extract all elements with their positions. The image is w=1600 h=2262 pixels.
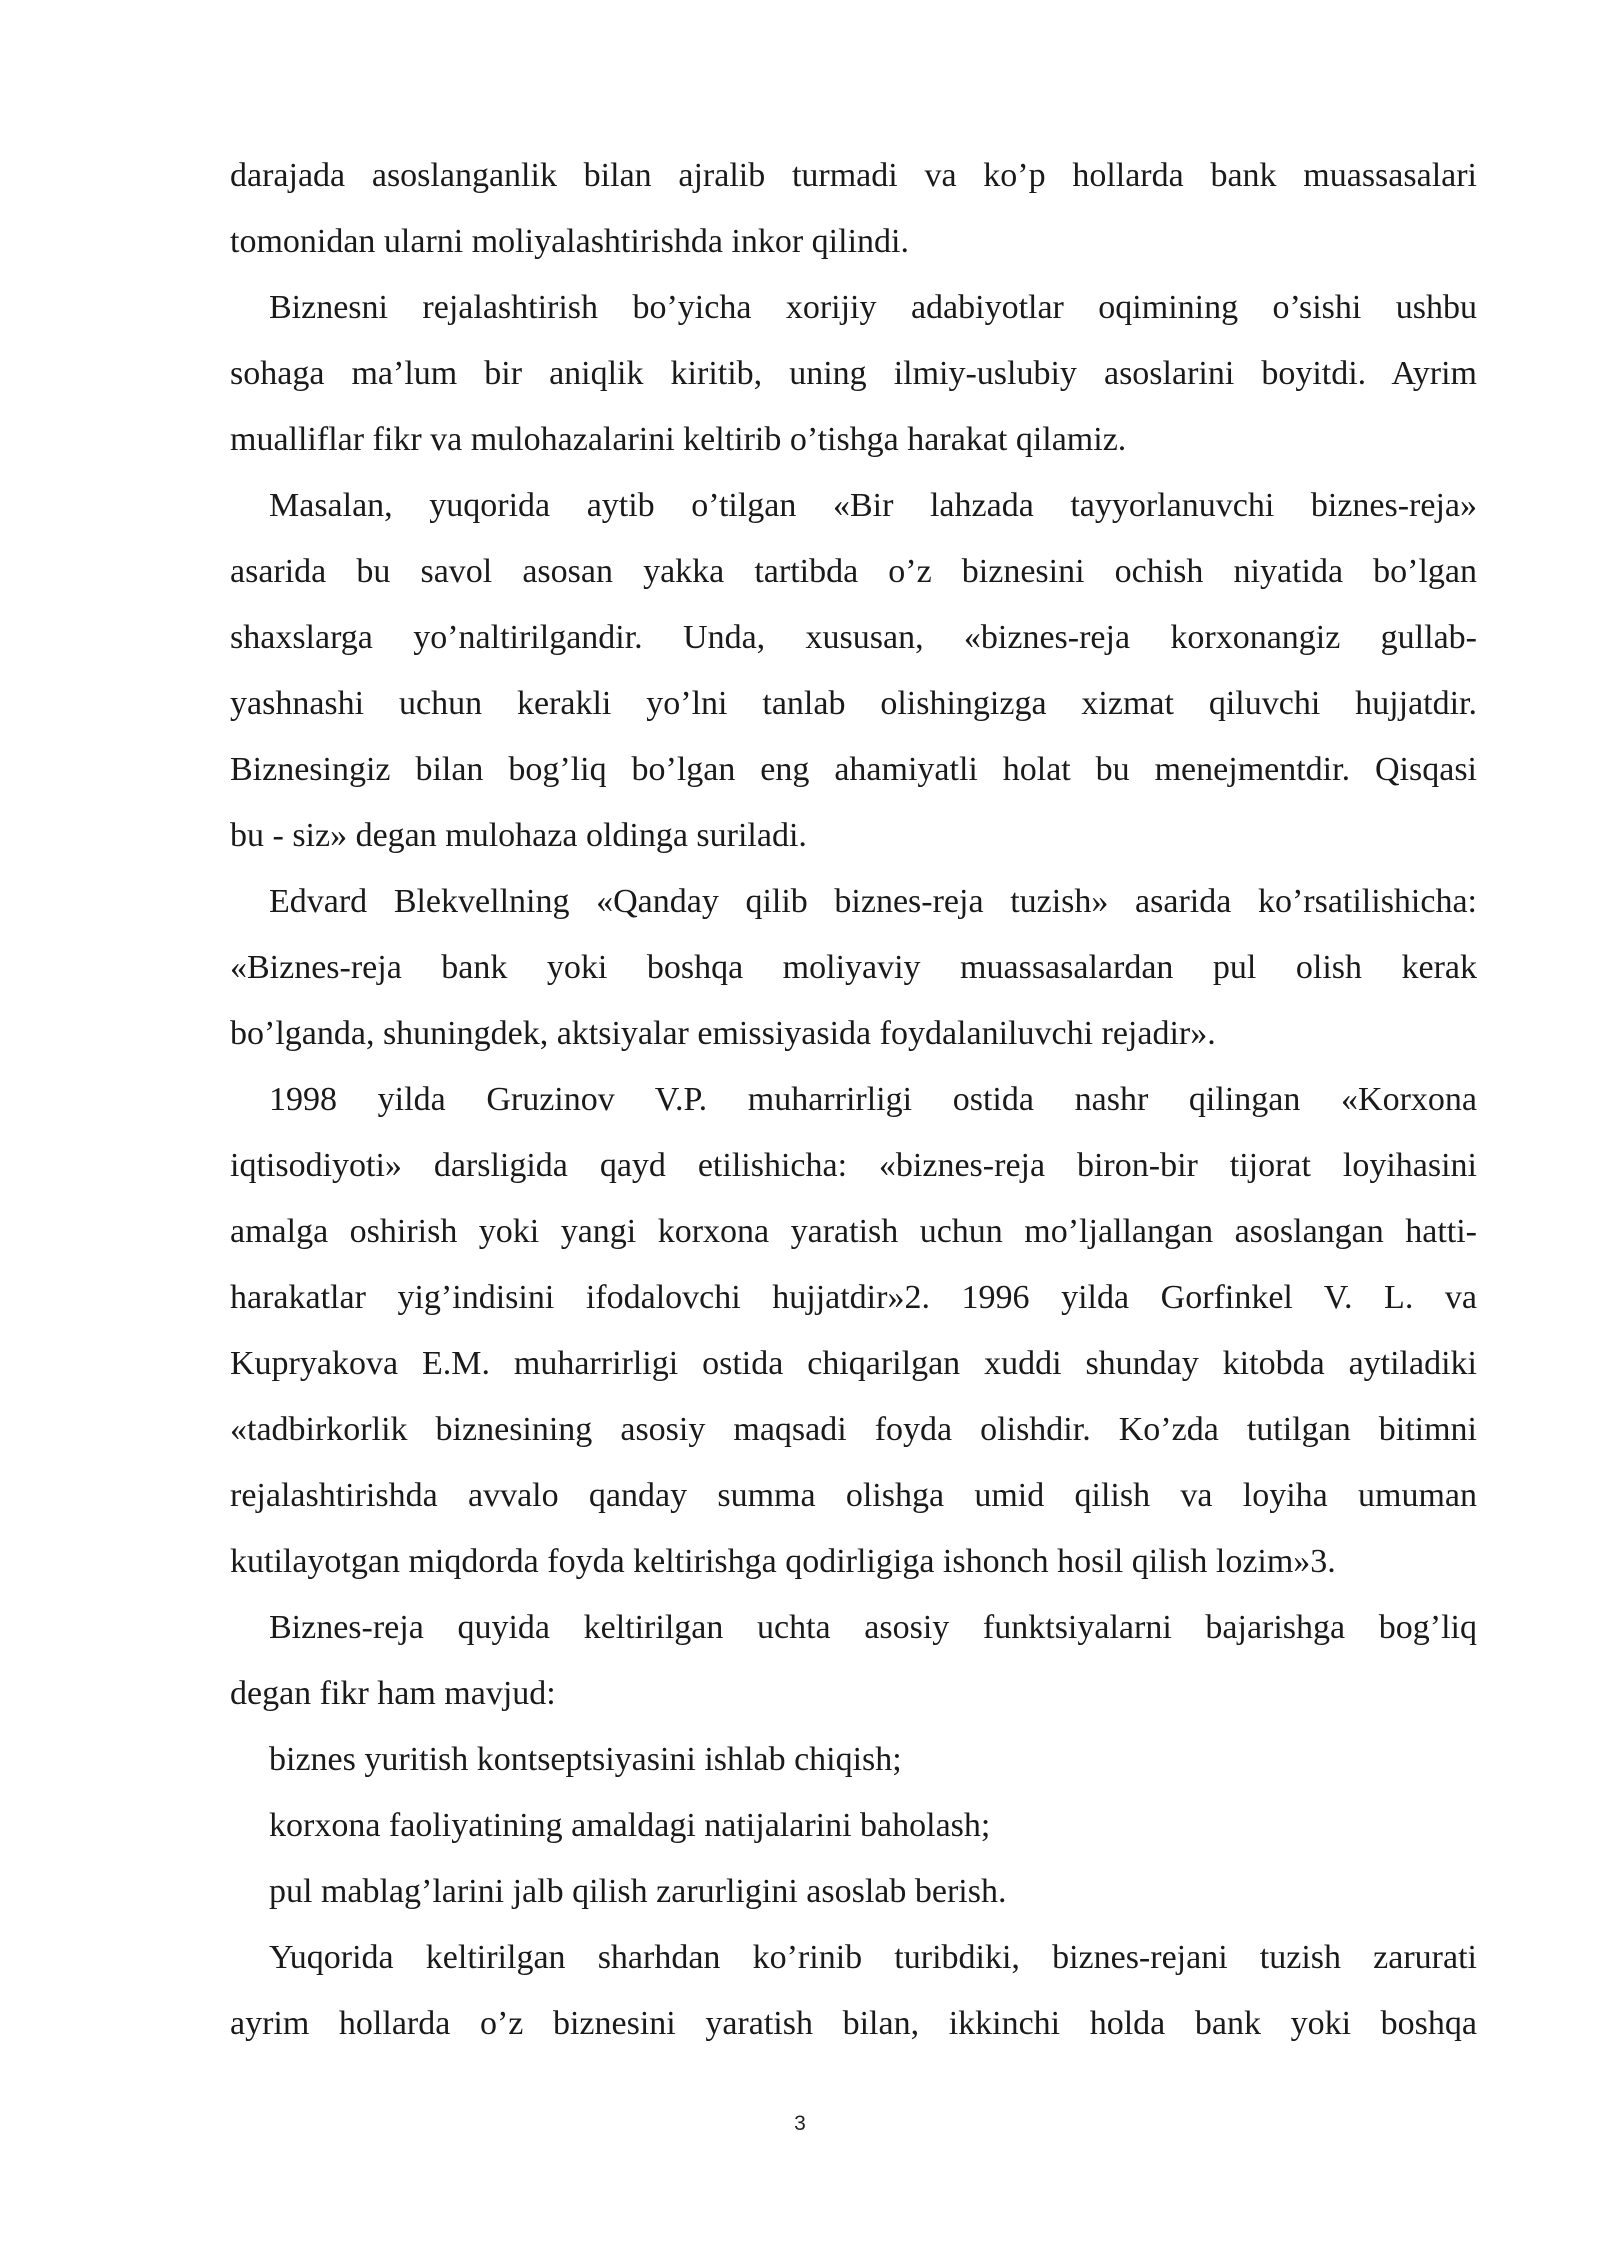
text-line: bo’lganda, shuningdek, aktsiyalar emissiyasida foydalaniluvchi rejadir».: [230, 1015, 1216, 1052]
text-line: Biznesingiz bilan bog’liq bo’lgan eng ahamiyatli holat bu menejmentdir. Qisqasi: [230, 751, 1477, 788]
text-line: Masalan, yuqorida aytib o’tilgan «Bir lahzada tayyorlanuvchi biznes-reja»: [269, 487, 1477, 524]
text-line: yashnashi uchun kerakli yo’lni tanlab olishingizga xizmat qiluvchi hujjatdir.: [230, 685, 1477, 722]
text-line: kutilayotgan miqdorda foyda keltirishga qodirligiga ishonch hosil qilish lozim»3.: [230, 1543, 1336, 1580]
text-line: Yuqorida keltirilgan sharhdan ko’rinib turibdiki, biznes-rejani tuzish zarurati: [269, 1939, 1477, 1976]
paragraph: [230, 1067, 1477, 1595]
text-line: darajada asoslanganlik bilan ajralib turmadi va ko’p hollarda bank muassasalari: [230, 157, 1477, 194]
paragraph: [230, 143, 1477, 275]
text-line: sohaga ma’lum bir aniqlik kiritib, uning ilmiy-uslubiy asoslarini boyitdi. Ayrim: [230, 355, 1477, 392]
text-line: korxona faoliyatining amaldagi natijalarini baholash;: [269, 1807, 991, 1844]
text-line: shaxslarga yo’naltirilgandir. Unda, xususan, «biznes-reja korxonangiz gullab-: [230, 619, 1477, 656]
text-line: amalga oshirish yoki yangi korxona yaratish uchun mo’ljallangan asoslangan hatti-: [230, 1213, 1477, 1250]
text-line: pul mablag’larini jalb qilish zarurligini asoslab berish.: [269, 1873, 1007, 1910]
text-line: Edvard Blekvellning «Qanday qilib biznes-reja tuzish» asarida ko’rsatilishicha:: [269, 883, 1477, 920]
text-line: Biznes-reja quyida keltirilgan uchta asosiy funktsiyalarni bajarishga bog’liq: [269, 1609, 1477, 1646]
paragraph: [230, 1859, 1477, 1925]
text-line: rejalashtirishda avvalo qanday summa olishga umid qilish va loyiha umuman: [230, 1477, 1477, 1514]
paragraph: [230, 1595, 1477, 1727]
paragraph: [230, 1793, 1477, 1859]
paragraph: [230, 275, 1477, 473]
text-line: biznes yuritish kontseptsiyasini ishlab chiqish;: [269, 1741, 902, 1778]
paragraph: [230, 1727, 1477, 1793]
text-line: 1998 yilda Gruzinov V.P. muharrirligi ostida nashr qilingan «Korxona: [269, 1081, 1477, 1118]
text-line: asarida bu savol asosan yakka tartibda o’z biznesini ochish niyatida bo’lgan: [230, 553, 1477, 590]
paragraph: [230, 1925, 1477, 2057]
text-line: degan fikr ham mavjud:: [230, 1675, 556, 1712]
text-line: «tadbirkorlik biznesining asosiy maqsadi foyda olishdir. Ko’zda tutilgan bitimni: [230, 1411, 1477, 1448]
text-line: iqtisodiyoti» darsligida qayd etilishicha: «biznes-reja biron-bir tijorat loyihasini: [230, 1147, 1477, 1184]
paragraph: [230, 869, 1477, 1067]
paragraph: [230, 473, 1477, 869]
text-line: «Biznes-reja bank yoki boshqa moliyaviy muassasalardan pul olish kerak: [230, 949, 1477, 986]
text-line: tomonidan ularni moliyalashtirishda inkor qilindi.: [230, 223, 909, 260]
text-line: harakatlar yig’indisini ifodalovchi hujjatdir»2. 1996 yilda Gorfinkel V. L. va: [230, 1279, 1477, 1316]
text-line: mualliflar fikr va mulohazalarini keltirib o’tishga harakat qilamiz.: [230, 421, 1127, 458]
page-number: 3: [794, 2112, 806, 2135]
text-line: ayrim hollarda o’z biznesini yaratish bilan, ikkinchi holda bank yoki boshqa: [230, 2005, 1477, 2042]
page-body: [230, 143, 1477, 2057]
text-line: Kupryakova E.M. muharrirligi ostida chiqarilgan xuddi shunday kitobda aytiladiki: [230, 1345, 1477, 1382]
text-line: Biznesni rejalashtirish bo’yicha xorijiy adabiyotlar oqimining o’sishi ushbu: [269, 289, 1477, 326]
text-line: bu - siz» degan mulohaza oldinga suriladi.: [230, 817, 807, 854]
